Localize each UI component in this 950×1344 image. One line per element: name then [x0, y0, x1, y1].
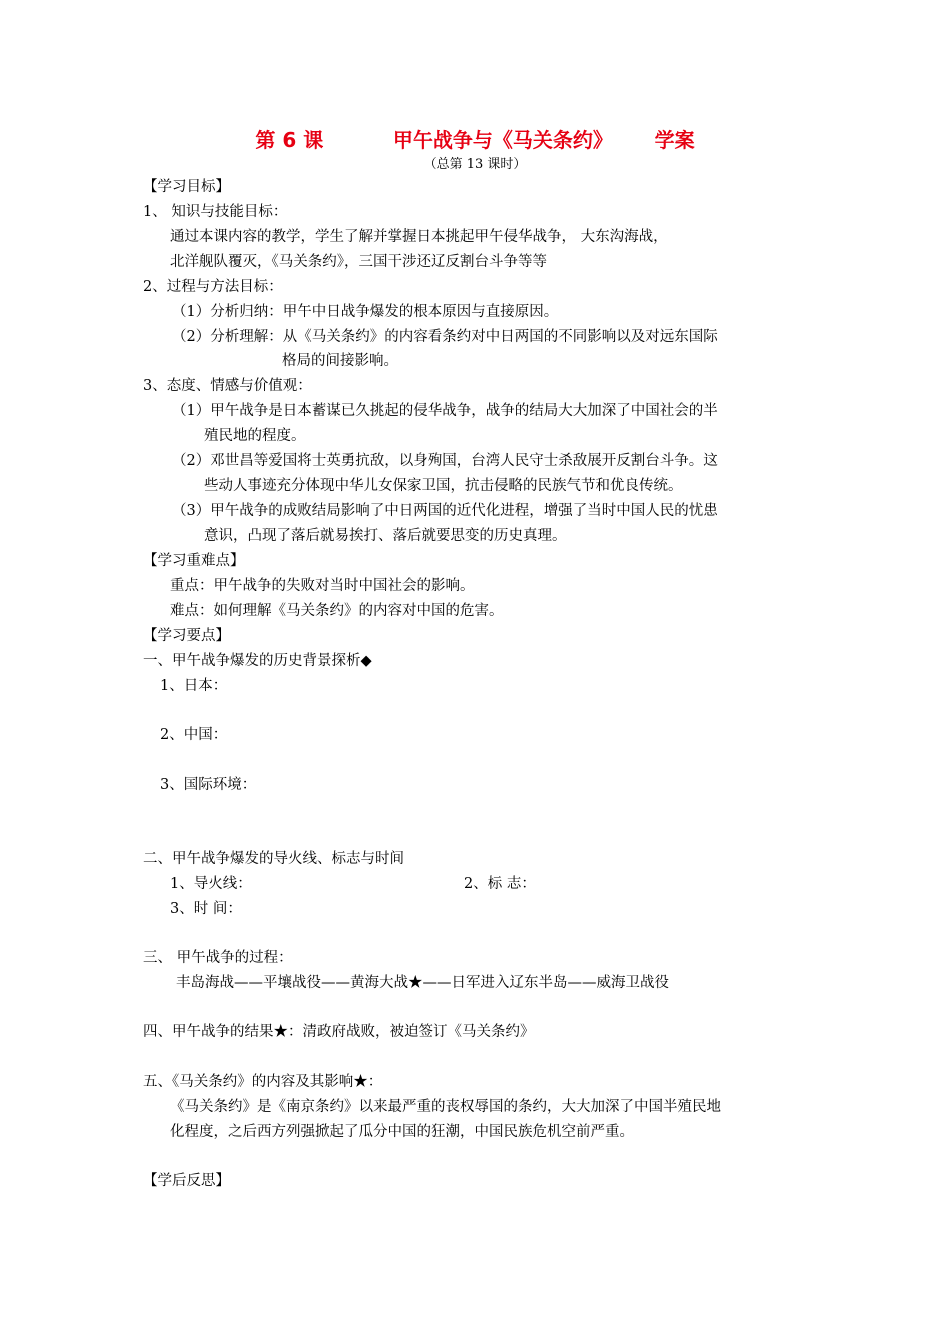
essentials-heading: 【学习要点】	[143, 628, 230, 644]
lesson-title: 第 6 课 甲午战争与《马关条约》 学案	[255, 128, 695, 152]
attitude-goal-item-1-line-1: （1）甲午战争是日本蓄谋已久挑起的侵华战争，战争的结局大大加深了中国社会的半	[172, 403, 718, 419]
section-2-time: 3、时 间：	[170, 901, 242, 917]
key-points-heading: 【学习重难点】	[143, 553, 245, 569]
attitude-goal-item-2-line-2: 些动人事迹充分体现中华儿女保家卫国，抗击侵略的民族气节和优良传统。	[204, 478, 683, 494]
attitude-goal-item-2-line-1: （2）邓世昌等爱国将士英勇抗敌，以身殉国，台湾人民守士杀敌展开反割台斗争。这	[172, 453, 718, 469]
section-2-heading: 二、甲午战争爆发的导火线、标志与时间	[143, 851, 404, 867]
section-1-china: 2、中国：	[160, 727, 228, 743]
difficulty-point: 难点：如何理解《马关条约》的内容对中国的危害。	[170, 603, 504, 619]
section-1-heading: 一、甲午战争爆发的历史背景探析◆	[143, 653, 372, 669]
section-2-sign: 2、标 志：	[464, 876, 536, 892]
lesson-subtitle: （总第 13 课时）	[423, 157, 527, 172]
attitude-goal-item-3-line-1: （3）甲午战争的成败结局影响了中日两国的近代化进程，增强了当时中国人民的忧患	[172, 503, 718, 519]
attitude-goal-item-1-line-2: 殖民地的程度。	[204, 428, 306, 444]
attitude-goal-item-3-line-2: 意识，凸现了落后就易挨打、落后就要思变的历史真理。	[204, 528, 567, 544]
section-5-heading: 五、《马关条约》的内容及其影响★：	[143, 1074, 383, 1090]
section-4-heading: 四、甲午战争的结果★：清政府战败，被迫签订《马关条约》	[143, 1024, 535, 1040]
section-3-heading: 三、 甲午战争的过程：	[143, 950, 293, 966]
knowledge-goal-line-2: 北洋舰队覆灭，《马关条约》，三国干涉还辽反割台斗争等等	[170, 254, 547, 270]
section-3-detail: 丰岛海战——平壤战役——黄海大战★——日军进入辽东半岛——威海卫战役	[176, 975, 669, 991]
reflection-heading: 【学后反思】	[143, 1173, 230, 1189]
section-5-line-2: 化程度，之后西方列强掀起了瓜分中国的狂潮，中国民族危机空前严重。	[170, 1124, 634, 1140]
section-1-international: 3、国际环境：	[160, 777, 257, 793]
focus-point: 重点：甲午战争的失败对当时中国社会的影响。	[170, 578, 475, 594]
process-goal-item-2-line-1: （2）分析理解：从《马关条约》的内容看条约对中日两国的不同影响以及对远东国际	[172, 329, 718, 345]
knowledge-goal-heading: 1、 知识与技能目标：	[143, 204, 288, 220]
section-1-japan: 1、日本：	[160, 678, 228, 694]
process-goal-item-1: （1）分析归纳：甲午中日战争爆发的根本原因与直接原因。	[172, 304, 559, 320]
knowledge-goal-line-1: 通过本课内容的教学，学生了解并掌握日本挑起甲午侵华战争， 大东沟海战，	[170, 229, 668, 245]
process-goal-heading: 2、过程与方法目标：	[143, 279, 283, 295]
section-2-fuse: 1、导火线：	[170, 876, 252, 892]
section-5-line-1: 《马关条约》是《南京条约》以来最严重的丧权辱国的条约，大大加深了中国半殖民地	[170, 1099, 721, 1115]
attitude-goal-heading: 3、态度、情感与价值观：	[143, 378, 312, 394]
objectives-heading: 【学习目标】	[143, 179, 230, 195]
process-goal-item-2-line-2: 格局的间接影响。	[282, 353, 398, 369]
